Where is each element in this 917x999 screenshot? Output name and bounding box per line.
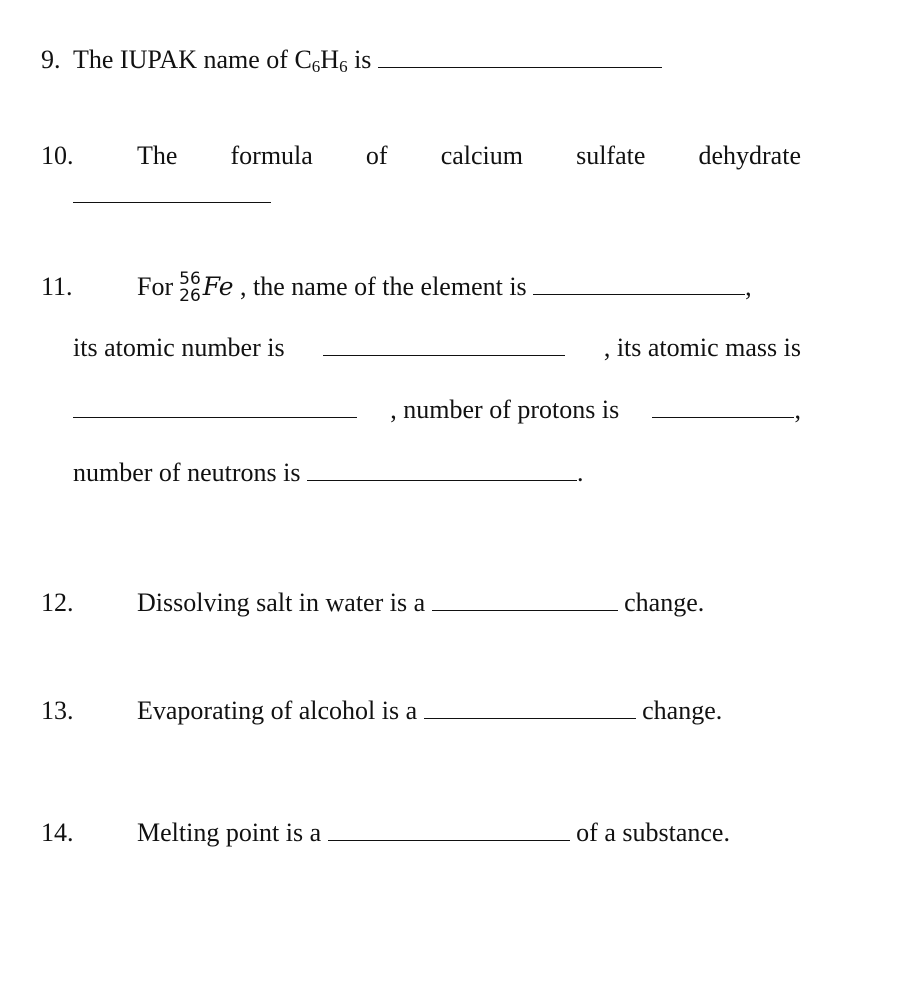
neutrons-blank[interactable] <box>307 458 577 481</box>
atomic-number-blank[interactable] <box>323 333 565 356</box>
question-10-text: The formula of calcium sulfate dehydrate <box>137 141 801 170</box>
question-12-number: 12. <box>41 588 74 617</box>
question-11-line-2: its atomic number is , its atomic mass is <box>73 333 801 362</box>
question-12-text: Dissolving salt in water is a change. <box>137 588 705 617</box>
question-11-line-3: , number of protons is , <box>73 394 801 426</box>
question-9-answer-blank[interactable] <box>378 45 662 68</box>
question-9 <box>41 44 801 76</box>
question-12-answer-blank[interactable] <box>432 588 618 611</box>
question-13-answer-blank[interactable] <box>424 696 636 719</box>
question-10-number: 10. <box>41 141 74 170</box>
atomic-mass-blank[interactable] <box>73 395 357 418</box>
question-11-line-4: number of neutrons is . <box>73 458 584 487</box>
question-10-answer-blank[interactable] <box>73 180 271 203</box>
question-9-number: 9. <box>41 45 61 74</box>
question-14-answer-blank[interactable] <box>328 818 570 841</box>
question-11 <box>41 268 801 489</box>
question-11-number: 11. <box>41 272 73 301</box>
question-11-line-1: For 56 26 Fe , the name of the element is , <box>137 269 752 306</box>
question-14-text: Melting point is a of a substance. <box>137 818 730 847</box>
question-14 <box>41 817 801 849</box>
question-14-number: 14. <box>41 818 74 847</box>
protons-blank[interactable] <box>652 395 794 418</box>
question-12 <box>41 587 801 619</box>
question-9-text: The IUPAK name of $C_6H_6$ is <box>73 44 662 83</box>
question-13-number: 13. <box>41 696 74 725</box>
element-name-blank[interactable] <box>533 272 745 295</box>
question-10 <box>41 140 801 212</box>
iron-isotope-notation: 56 26 <box>179 269 201 306</box>
question-13-text: Evaporating of alcohol is a change. <box>137 696 723 725</box>
question-13 <box>41 695 801 727</box>
